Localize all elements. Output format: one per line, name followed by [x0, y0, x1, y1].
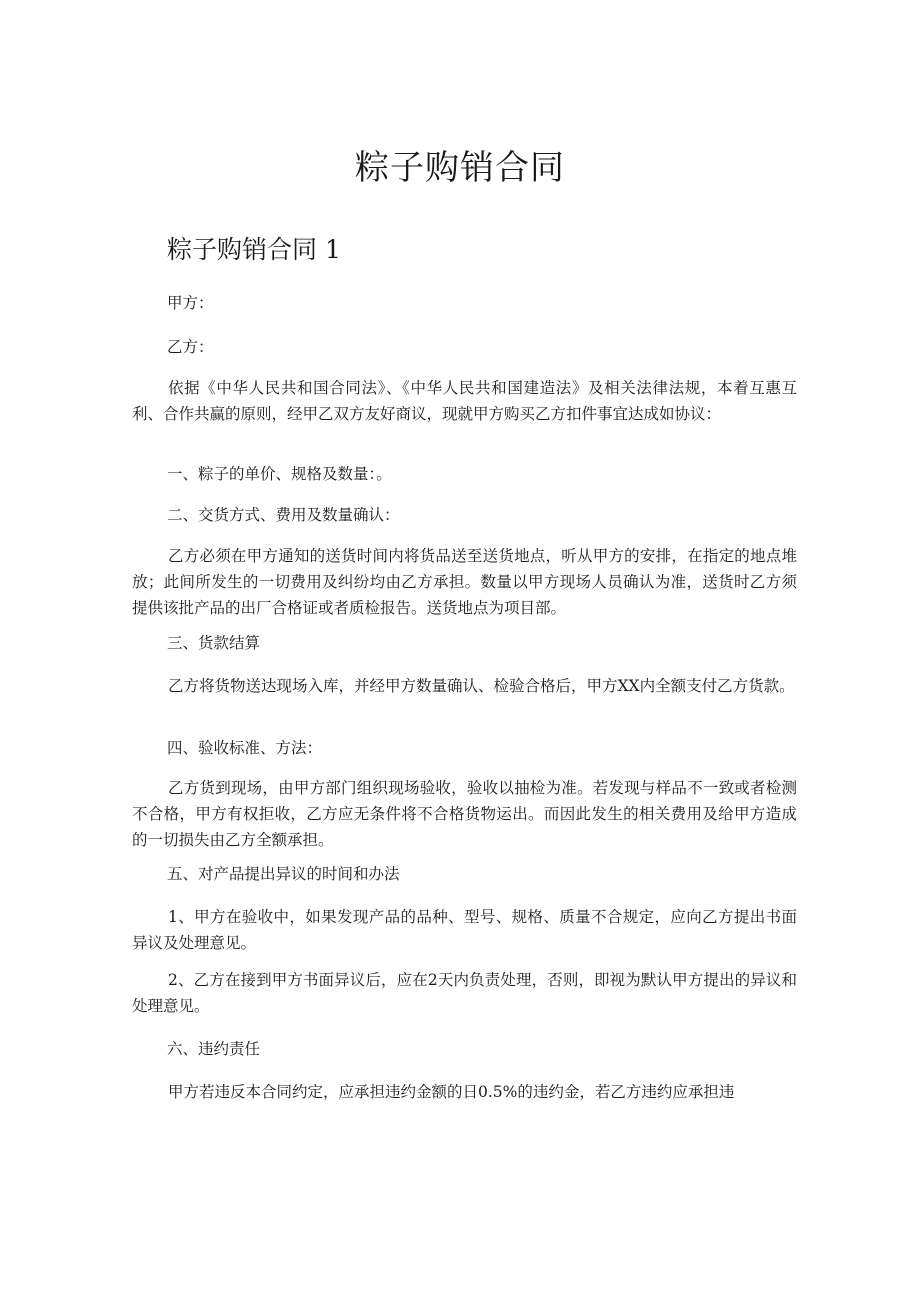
section3-heading: 三、货款结算: [167, 634, 261, 652]
section1-heading: 一、粽子的单价、规格及数量：。: [167, 465, 392, 483]
section2-heading: 二、交货方式、费用及数量确认：: [167, 506, 400, 524]
section3-paragraph: 乙方将货物送达现场入库，并经甲方数量确认、检验合格后，甲方XX内全额支付乙方货款。: [168, 677, 795, 695]
section5-heading: 五、对产品提出异议的时间和办法: [167, 865, 400, 883]
section6-heading: 六、违约责任: [167, 1040, 261, 1058]
section5-item-1: 1、甲方在验收中，如果发现产品的品种、型号、规格、质量不合规定，应向乙方提出书面异议及处理意见。: [132, 908, 797, 952]
section4-paragraph: 乙方货到现场，由甲方部门组织现场验收，验收以抽检为准。若发现与样品不一致或者检测不合格，甲方有权拒收，乙方应无条件将不合格货物运出。而因此发生的相关费用及给甲方造成的一切损失由乙方全额承担。: [132, 779, 797, 849]
section4-heading: 四、验收标准、方法：: [167, 739, 323, 757]
party-a-label: 甲方：: [167, 294, 214, 312]
section5-item-2: 2、乙方在接到甲方书面异议后，应在2天内负责处理，否则，即视为默认甲方提出的异议和处理意见。: [132, 971, 797, 1015]
party-b-label: 乙方：: [167, 338, 214, 356]
contract-subtitle: 粽子购销合同 1: [167, 235, 341, 264]
section6-paragraph: 甲方若违反本合同约定，应承担违约金额的日0.5%的违约金，若乙方违约应承担违: [168, 1083, 735, 1101]
intro-paragraph: 依据《中华人民共和国合同法》、《中华人民共和国建造法》及相关法律法规，本着互惠互利、合作共赢的原则，经甲乙双方友好商议，现就甲方购买乙方扣件事宜达成如协议：: [132, 379, 797, 423]
section2-paragraph: 乙方必须在甲方通知的送货时间内将货品送至送货地点，听从甲方的安排，在指定的地点堆放；此间所发生的一切费用及纠纷均由乙方承担。数量以甲方现场人员确认为准，送货时乙方须提供该批产品的出厂合格证或者质检报告。送货地点为项目部。: [132, 547, 797, 617]
document-title: 粽子购销合同: [355, 148, 565, 188]
